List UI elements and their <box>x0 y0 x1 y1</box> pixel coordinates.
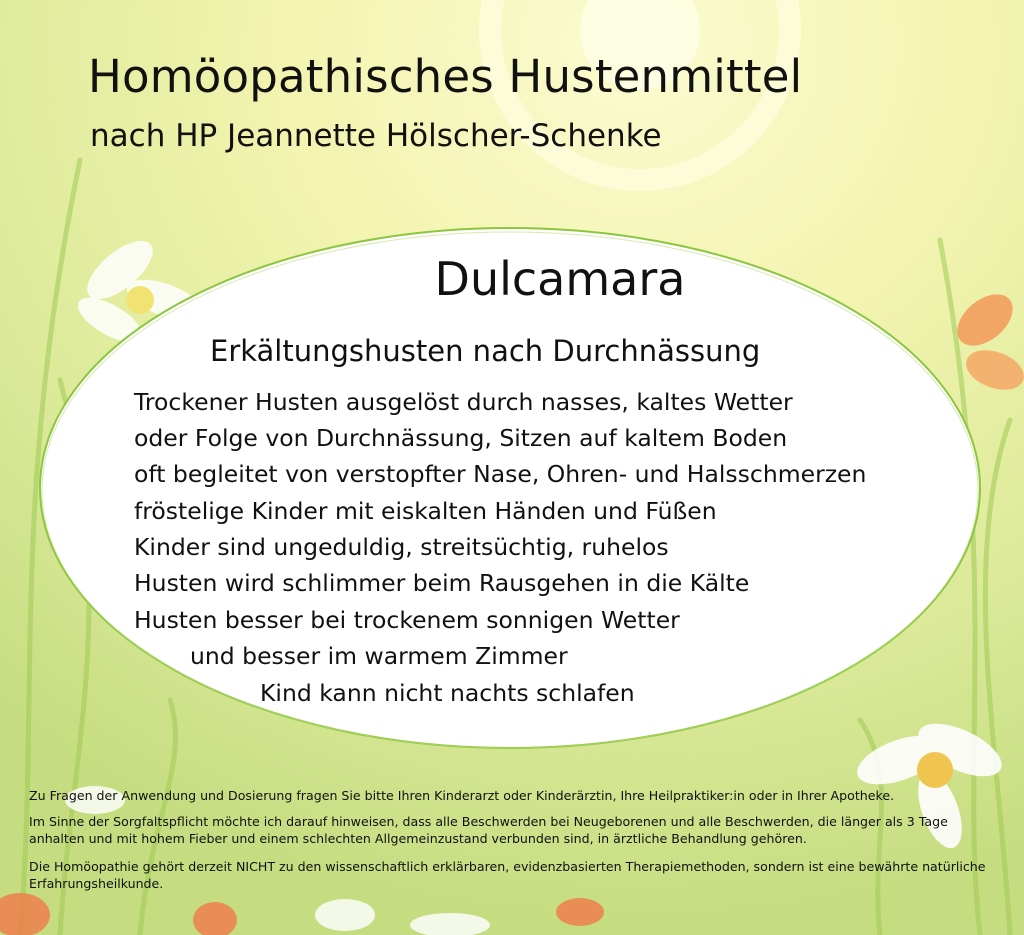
symptom-line: Husten wird schlimmer beim Rausgehen in die Kälte <box>134 569 750 597</box>
symptom-line: Kinder sind ungeduldig, streitsüchtig, ruhelos <box>134 533 669 561</box>
symptom-line: Husten besser bei trockenem sonnigen Wetter <box>134 606 680 634</box>
symptom-line: Trockener Husten ausgelöst durch nasses, kaltes Wetter <box>134 388 793 416</box>
symptom-line: Kind kann nicht nachts schlafen <box>260 679 635 707</box>
author-subtitle: nach HP Jeannette Hölscher-Schenke <box>90 118 662 154</box>
disclaimer-dosage: Zu Fragen der Anwendung und Dosierung fragen Sie bitte Ihren Kinderarzt oder Kinderärztin, Ihre Heilpraktiker:in oder in Ihrer Apotheke. <box>29 788 895 803</box>
disclaimer-care: Im Sinne der Sorgfaltspflicht möchte ich darauf hinweisen, dass alle Beschwerden bei Neugeborenen und alle Beschwerden, die länger als 3 Tage anhalten und mit hohem Fieber und einem schlechten Allgemeinzustand verbunden sind, in ärztliche Behandlung gehören. <box>29 814 948 846</box>
disclaimer-homeopathy: Die Homöopathie gehört derzeit NICHT zu den wissenschaftlich erklärbaren, evidenzbasierten Therapiemethoden, sondern ist eine bewährte natürliche Erfahrungsheilkunde. <box>29 859 986 891</box>
symptom-line: oft begleitet von verstopfter Nase, Ohren- und Halsschmerzen <box>134 460 867 488</box>
symptom-heading: Erkältungshusten nach Durchnässung <box>210 334 761 368</box>
remedy-name: Dulcamara <box>434 252 686 306</box>
symptom-line: fröstelige Kinder mit eiskalten Händen und Füßen <box>134 497 717 525</box>
page-title: Homöopathisches Hustenmittel <box>88 50 803 103</box>
symptom-line: und besser im warmem Zimmer <box>190 642 568 670</box>
symptom-line: oder Folge von Durchnässung, Sitzen auf kaltem Boden <box>134 424 788 452</box>
